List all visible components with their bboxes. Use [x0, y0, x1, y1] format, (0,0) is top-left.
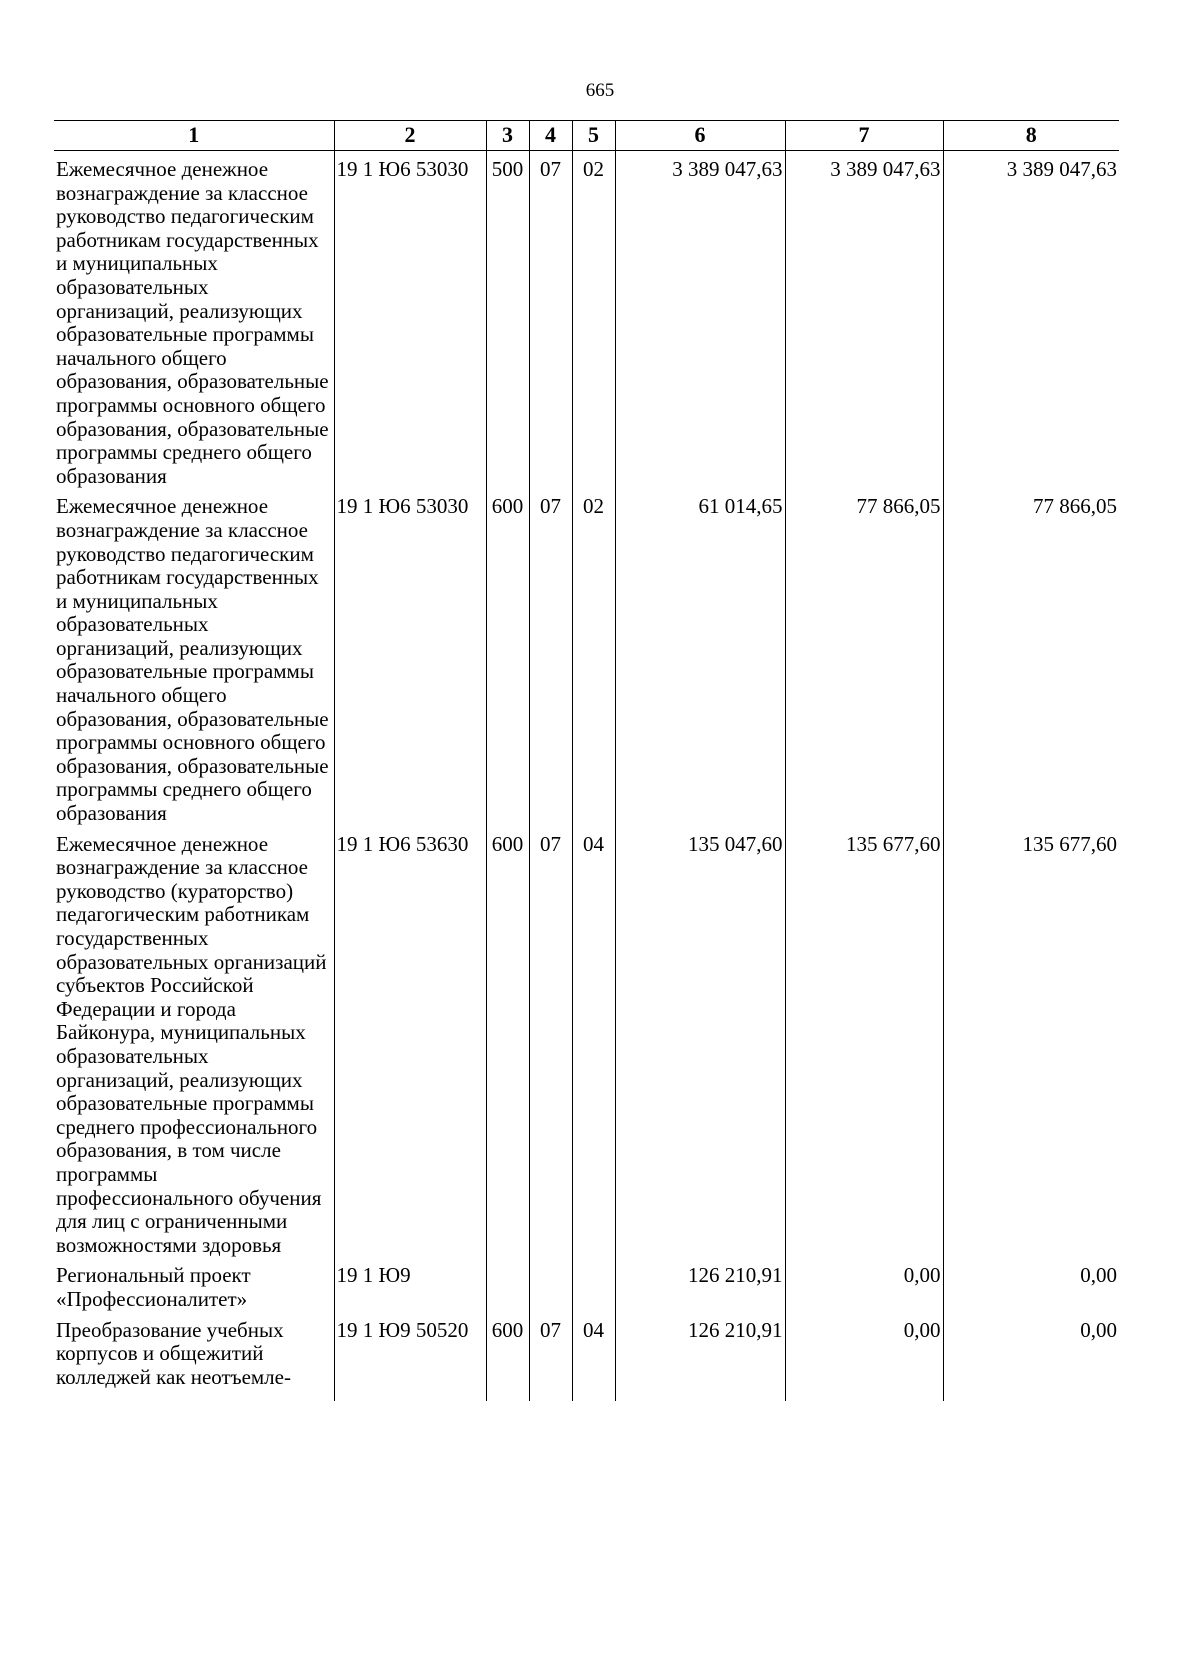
row-value-8: 0,00 — [943, 1257, 1119, 1311]
row-code: 19 1 Ю9 50520 — [334, 1312, 486, 1402]
row-value-8: 0,00 — [943, 1312, 1119, 1402]
row-col5: 04 — [572, 1312, 615, 1402]
column-header: 3 — [486, 121, 529, 151]
table-header — [54, 121, 1119, 151]
column-header: 4 — [529, 121, 572, 151]
row-col5: 02 — [572, 151, 615, 489]
column-header: 8 — [943, 121, 1119, 151]
row-col3: 600 — [486, 1312, 529, 1402]
table-row — [54, 488, 1119, 825]
row-value-7: 0,00 — [785, 1257, 943, 1311]
row-col4 — [529, 1257, 572, 1311]
row-col5 — [572, 1257, 615, 1311]
row-col3 — [486, 1257, 529, 1311]
header-row — [54, 121, 1119, 151]
row-col5: 04 — [572, 826, 615, 1258]
row-value-6: 126 210,91 — [615, 1312, 785, 1402]
row-value-6: 126 210,91 — [615, 1257, 785, 1311]
row-name: Ежемесячное денежное вознаграждение за классное руководство педагогическим работникам государственных и муниципальных образовательных организаций, реализующих образовательные программы начального общего образования, образовательные программы основного общего образования, образовательные программы среднего общего образования — [56, 157, 329, 488]
row-value-8: 135 677,60 — [943, 826, 1119, 1258]
column-header: 7 — [785, 121, 943, 151]
row-code: 19 1 Ю6 53030 — [334, 151, 486, 489]
row-value-6: 135 047,60 — [615, 826, 785, 1258]
page-number: 665 — [585, 80, 615, 101]
row-name: Ежемесячное денежное вознаграждение за классное руководство (кураторство) педагогическим работникам государственных образовательных организаций субъектов Российской Федерации и города Байконура, муниципальных образовательных организаций, реализующих образовательные программы среднего профессионального образования, в том числе программы профессионального обучения для лиц с ограниченными возможностями здоровья — [56, 831, 327, 1257]
column-header: 2 — [334, 121, 486, 151]
table-row — [54, 826, 1119, 1258]
row-value-7: 0,00 — [785, 1312, 943, 1402]
row-value-7: 77 866,05 — [785, 488, 943, 825]
row-name: Ежемесячное денежное вознаграждение за классное руководство педагогическим работникам государственных и муниципальных образовательных организаций, реализующих образовательные программы начального общего образования, образовательные программы основного общего образования, образовательные программы среднего общего образования — [56, 494, 329, 826]
row-col4: 07 — [529, 488, 572, 825]
row-code: 19 1 Ю6 53630 — [334, 826, 486, 1258]
column-header: 6 — [615, 121, 785, 151]
row-col3: 500 — [486, 151, 529, 489]
row-col3: 600 — [486, 488, 529, 825]
table-row — [54, 1257, 1119, 1311]
row-value-6: 3 389 047,63 — [615, 151, 785, 489]
row-col5: 02 — [572, 488, 615, 825]
row-name: Региональный проект «Профессионалитет» — [56, 1263, 251, 1311]
budget-table — [54, 120, 1119, 1401]
row-value-6: 61 014,65 — [615, 488, 785, 825]
row-col3: 600 — [486, 826, 529, 1258]
row-value-7: 135 677,60 — [785, 826, 943, 1258]
row-value-8: 3 389 047,63 — [943, 151, 1119, 489]
column-header: 1 — [54, 121, 334, 151]
row-col4: 07 — [529, 826, 572, 1258]
column-header: 5 — [572, 121, 615, 151]
table-row — [54, 151, 1119, 489]
row-value-7: 3 389 047,63 — [785, 151, 943, 489]
row-col4: 07 — [529, 1312, 572, 1402]
row-value-8: 77 866,05 — [943, 488, 1119, 825]
table-row — [54, 1312, 1119, 1402]
row-col4: 07 — [529, 151, 572, 489]
row-code: 19 1 Ю6 53030 — [334, 488, 486, 825]
row-name: Преобразование учебных корпусов и общежитий колледжей как неотъемле- — [56, 1317, 291, 1389]
row-code: 19 1 Ю9 — [334, 1257, 486, 1311]
